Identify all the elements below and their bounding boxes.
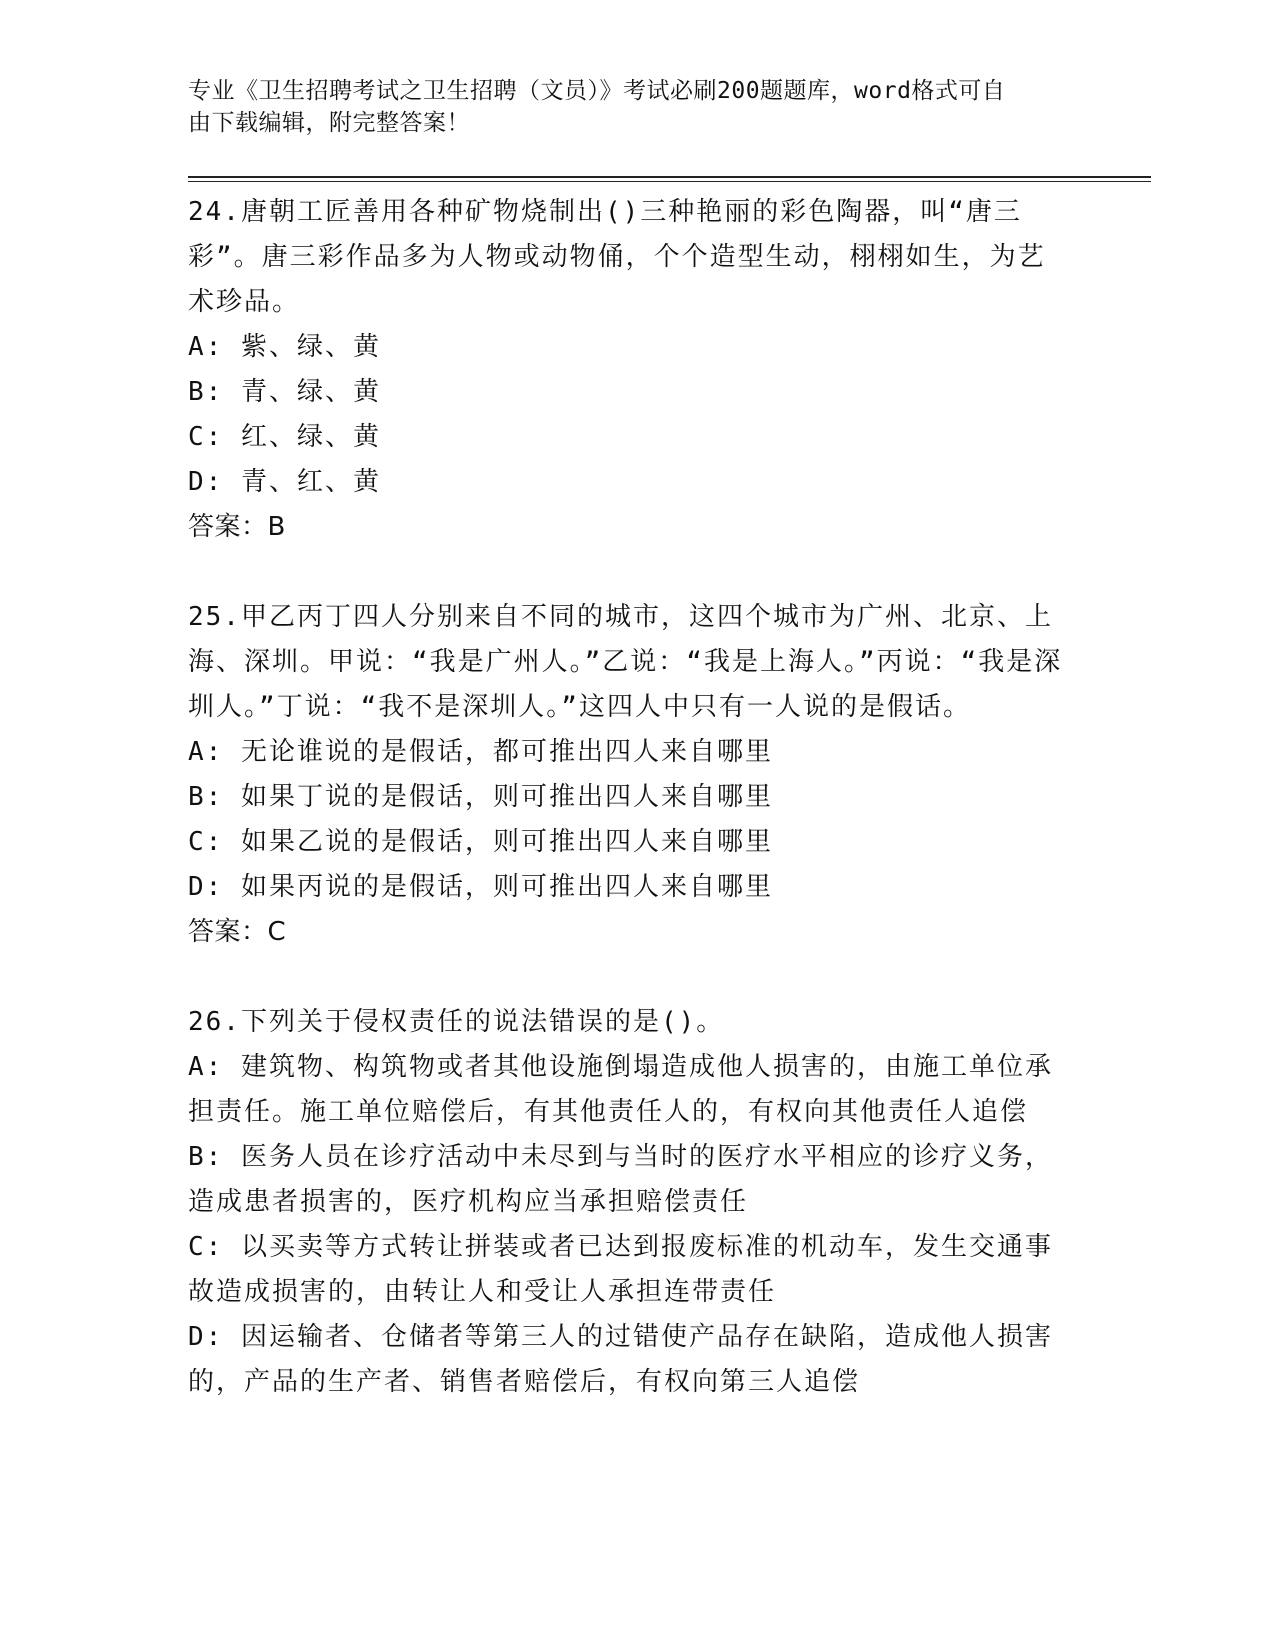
option-a: A: 建筑物、构筑物或者其他设施倒塌造成他人损害的，由施工单位承担责任。施工单位赔偿后，有其他责任人的，有权向其他责任人追偿 bbox=[188, 1052, 1053, 1127]
document-header bbox=[188, 75, 1068, 139]
option-c: C: 红、绿、黄 bbox=[188, 422, 381, 452]
answer-line: 答案：C bbox=[188, 917, 287, 947]
option-b: B: 青、绿、黄 bbox=[188, 377, 381, 407]
header-line-1: 专业《卫生招聘考试之卫生招聘（文员）》考试必刷200题题库，word格式可自 bbox=[188, 78, 1006, 104]
question-list bbox=[188, 190, 1068, 1405]
question-text: 25.甲乙丙丁四人分别来自不同的城市，这四个城市为广州、北京、上海、深圳。甲说：“我是广州人。”乙说：“我是上海人。”丙说：“我是深圳人。”丁说：“我不是深圳人。”这四人中只有一人说的是假话。 bbox=[188, 602, 1063, 722]
question-25 bbox=[188, 595, 1068, 955]
option-d: D: 如果丙说的是假话，则可推出四人来自哪里 bbox=[188, 872, 773, 902]
option-a: A: 紫、绿、黄 bbox=[188, 332, 381, 362]
option-b: B: 医务人员在诊疗活动中未尽到与当时的医疗水平相应的诊疗义务，造成患者损害的，医疗机构应当承担赔偿责任 bbox=[188, 1142, 1053, 1217]
option-d: D: 青、红、黄 bbox=[188, 467, 381, 497]
question-text: 26.下列关于侵权责任的说法错误的是()。 bbox=[188, 1007, 725, 1037]
question-26 bbox=[188, 1000, 1068, 1405]
option-b: B: 如果丁说的是假话，则可推出四人来自哪里 bbox=[188, 782, 773, 812]
header-line-2: 由下载编辑，附完整答案！ bbox=[188, 110, 470, 136]
spacer bbox=[188, 955, 1068, 1000]
header-divider-thin bbox=[188, 181, 1151, 182]
option-c: C: 以买卖等方式转让拼装或者已达到报废标准的机动车，发生交通事故造成损害的，由转让人和受让人承担连带责任 bbox=[188, 1232, 1053, 1307]
option-d: D: 因运输者、仓储者等第三人的过错使产品存在缺陷，造成他人损害的，产品的生产者、销售者赔偿后，有权向第三人追偿 bbox=[188, 1322, 1053, 1397]
spacer bbox=[188, 550, 1068, 595]
header-divider-thick bbox=[188, 176, 1151, 178]
option-c: C: 如果乙说的是假话，则可推出四人来自哪里 bbox=[188, 827, 773, 857]
question-text: 24.唐朝工匠善用各种矿物烧制出()三种艳丽的彩色陶器，叫“唐三彩”。唐三彩作品多为人物或动物俑，个个造型生动，栩栩如生，为艺术珍品。 bbox=[188, 197, 1046, 317]
answer-line: 答案：B bbox=[188, 512, 286, 542]
option-a: A: 无论谁说的是假话，都可推出四人来自哪里 bbox=[188, 737, 773, 767]
question-24 bbox=[188, 190, 1068, 550]
